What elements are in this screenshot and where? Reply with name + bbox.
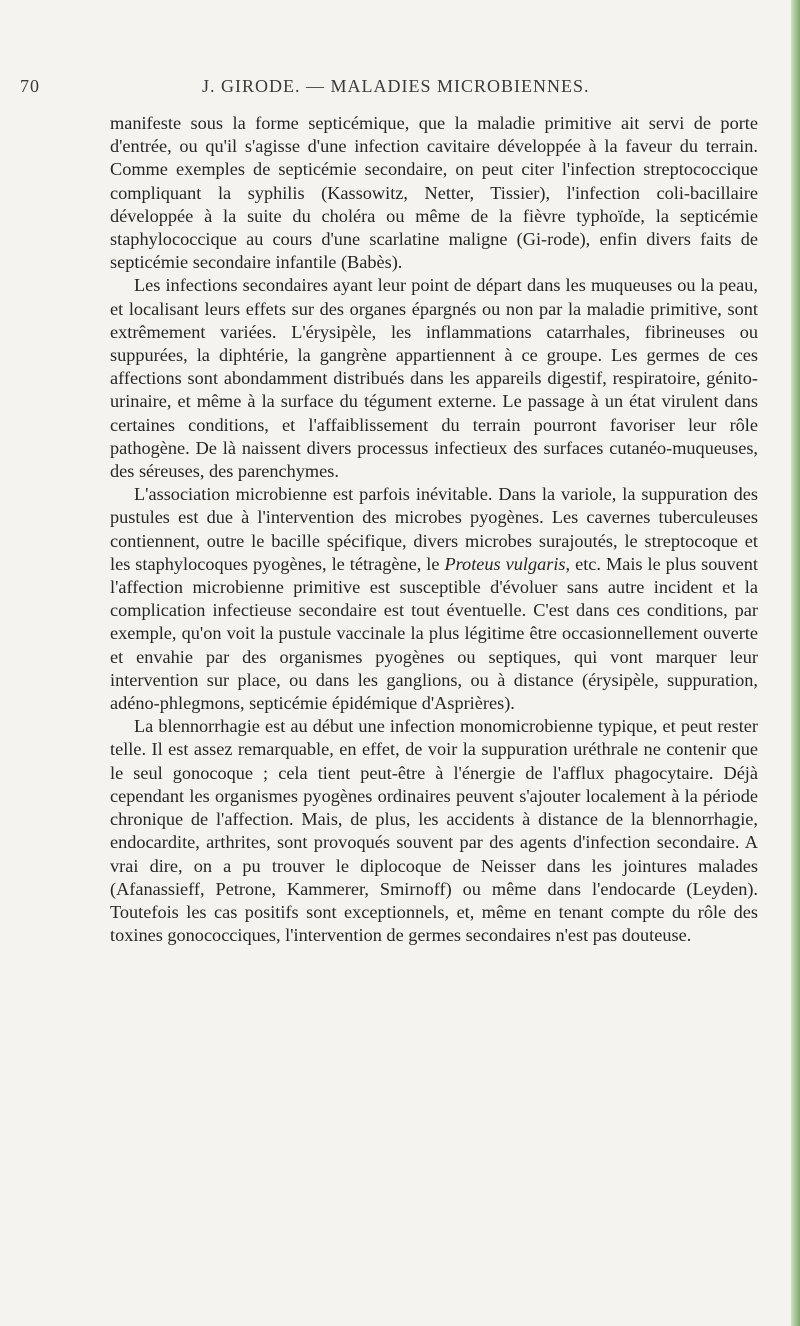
paragraph bbox=[110, 112, 758, 274]
paragraph bbox=[110, 483, 758, 715]
text-run: L'association microbienne est parfois inévitable. Dans la variole, la suppuration des pustules est due à l'intervention des microbes pyogènes. Les cavernes tuberculeuses contiennent, outre le bacille spécifique, divers microbes surajoutés, le streptocoque et les staphylocoques pyogènes, le tétragène, le bbox=[110, 484, 758, 574]
text-run: , etc. Mais le plus souvent l'affection microbienne primitive est susceptible d'évoluer sans autre incident et la complication infectieuse secondaire est tout éventuelle. C'est dans ces conditions, par exemple, qu'on voit la pustule vaccinale la plus légitime être occasionnellement ouverte et envahie par des organismes pyogènes ou septiques, qui vont marquer leur intervention sur place, ou dans les ganglions, ou à distance (érysipèle, suppuration, adéno-phlegmons, septicémie épidémique d'Asprières). bbox=[110, 553, 758, 714]
page-edge bbox=[791, 0, 800, 1326]
italic-term: Proteus vulgaris bbox=[444, 553, 566, 574]
paragraph bbox=[110, 715, 758, 947]
paragraph bbox=[110, 274, 758, 483]
text-run: La blennorrhagie est au début une infection monomicrobienne typique, et peut rester telle. Il est assez remarquable, en effet, de voir la suppuration uréthrale ne contenir que le seul gonocoque ; cela tient peut-être à l'énergie de l'afflux phagocytaire. Déjà cependant les organismes pyogènes ordinaires peuvent s'ajouter localement à la période chronique de l'affection. Mais, de plus, les accidents à distance de la blennorrhagie, endocardite, arthrites, sont provoqués souvent par des agents d'infection secondaire. A vrai dire, on a pu trouver le diplocoque de Neisser dans les jointures malades (Afanassieff, Petrone, Kammerer, Smirnoff) ou même dans l'endocarde (Leyden). Toutefois les cas positifs sont exceptionnels, et, même en tenant compte du rôle des toxines gonococciques, l'intervention de germes secondaires n'est pas douteuse. bbox=[110, 716, 758, 946]
text-run: manifeste sous la forme septicémique, que la maladie primitive ait servi de porte d'entrée, ou qu'il s'agisse d'une infection cavitaire développée à la faveur du terrain. Comme exemples de septicémie secondaire, on peut citer l'infection streptococcique compliquant la syphilis (Kassowitz, Netter, Tissier), l'infection coli-bacillaire développée à la suite du choléra ou même de la fièvre typhoïde, la septicémie staphylococcique au cours d'une scarlatine maligne (Gi-rode), enfin divers faits de septicémie secondaire infantile (Babès). bbox=[110, 113, 758, 273]
body-text bbox=[110, 112, 758, 947]
text-run: Les infections secondaires ayant leur point de départ dans les muqueuses ou la peau, et localisant leurs effets sur des organes épargnés ou non par la maladie primitive, sont extrêmement variées. L'érysipèle, les inflammations catarrhales, fibrineuses ou suppurées, la diphtérie, la gangrène appartiennent à ce groupe. Les germes de ces affections sont abondamment distribués dans les appareils digestif, respiratoire, génito-urinaire, et même à la surface du tégument externe. Le passage à un état virulent dans certaines conditions, et l'affaiblissement du terrain pourront favoriser leur rôle pathogène. De là naissent divers processus infectieux des surfaces cutanéo-muqueuses, des séreuses, des parenchymes. bbox=[110, 275, 758, 482]
running-title: J. GIRODE. — MALADIES MICROBIENNES. bbox=[202, 76, 590, 96]
page-number: 70 bbox=[20, 76, 40, 96]
